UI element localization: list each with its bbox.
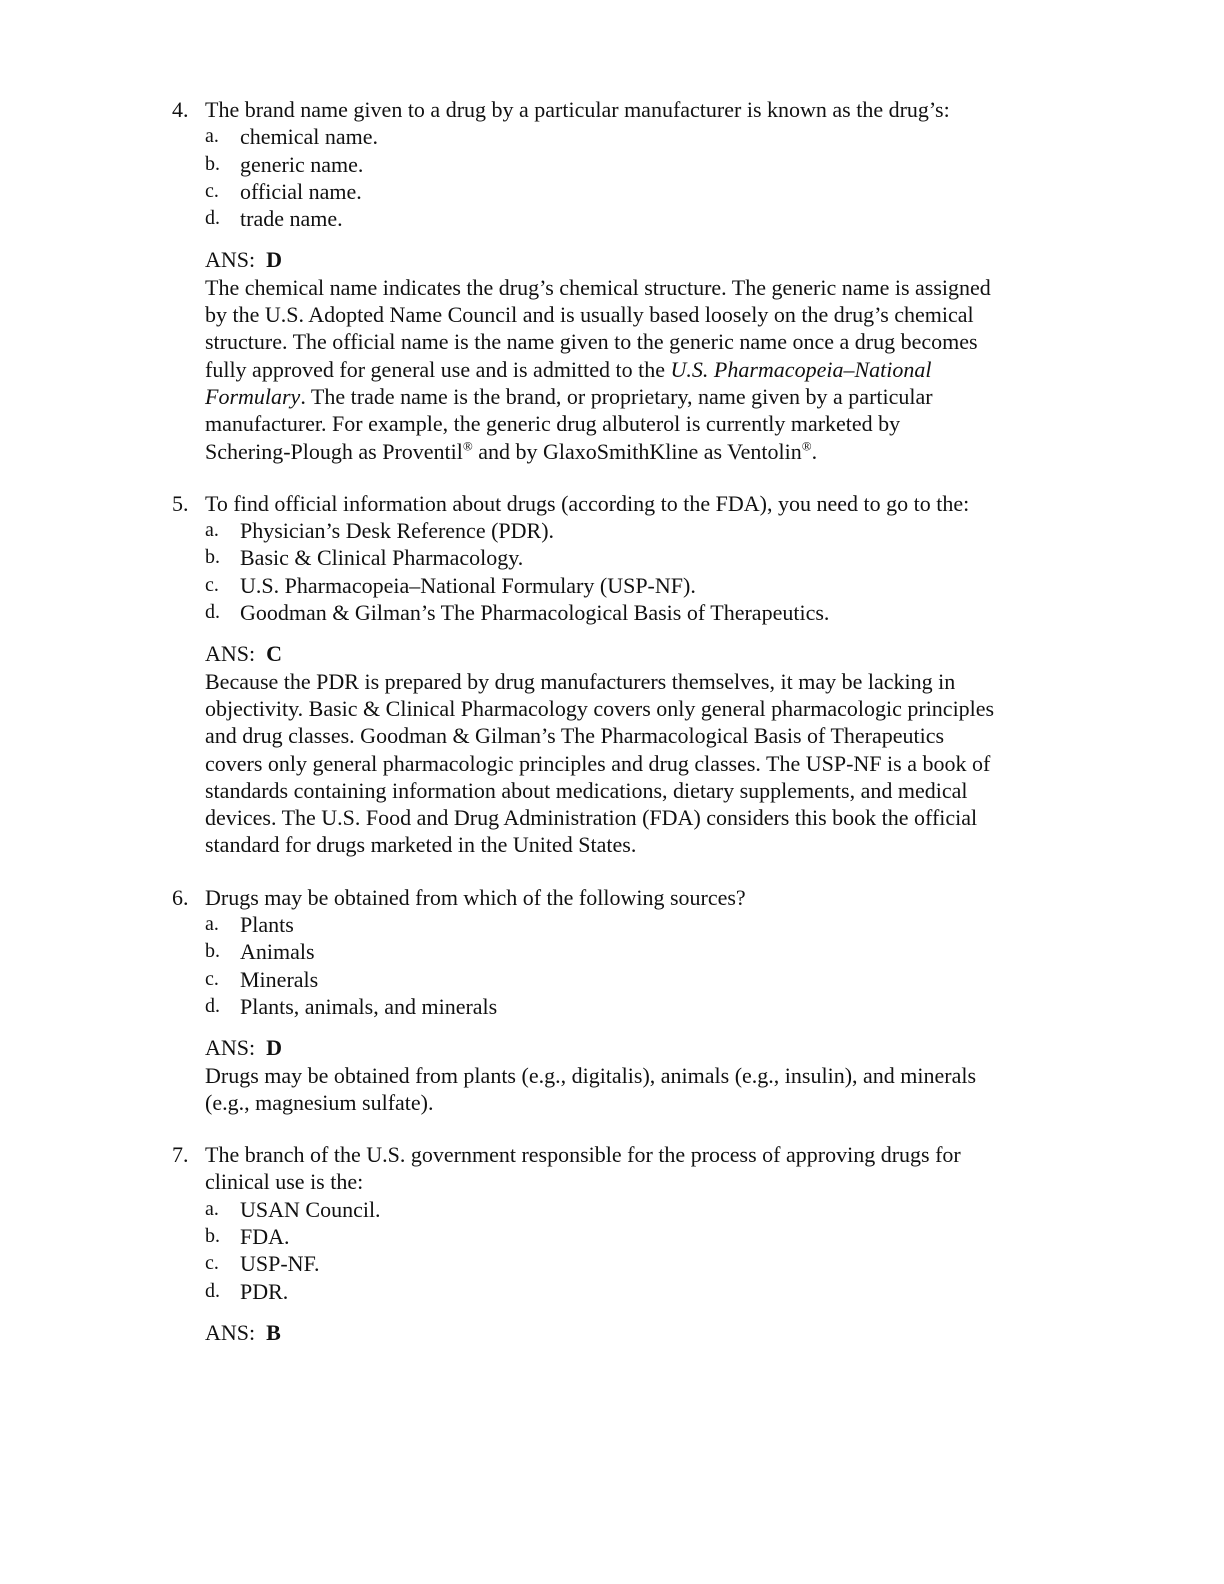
- explanation-text: by the U.S. Adopted Name Council and is usually based loosely on the drug’s chemical: [205, 302, 974, 328]
- option-letter: a.: [205, 913, 219, 936]
- option-d: [205, 1278, 1072, 1305]
- option-a: [205, 1196, 1072, 1223]
- answer-line: [205, 1034, 1072, 1061]
- answer-label: ANS:: [205, 247, 256, 273]
- option-letter: c.: [205, 967, 219, 990]
- answer-label: ANS:: [205, 641, 256, 667]
- option-text: generic name.: [240, 151, 364, 177]
- option-c: [205, 1250, 1072, 1277]
- question-stem: [172, 884, 1072, 911]
- option-text: Physician’s Desk Reference (PDR).: [240, 518, 555, 544]
- option-text: chemical name.: [240, 124, 379, 150]
- question-stem: [172, 96, 1072, 123]
- question-number: 5.: [172, 490, 189, 516]
- question-text: [205, 490, 1072, 517]
- option-text: FDA.: [240, 1223, 290, 1249]
- options-list: [205, 517, 1072, 626]
- answer-label: ANS:: [205, 1319, 256, 1345]
- explanation-line: [205, 695, 1072, 722]
- option-text: Minerals: [240, 966, 319, 992]
- answer-explanation: [205, 1062, 1072, 1117]
- option-letter: a.: [205, 1197, 219, 1220]
- option-text: Plants, animals, and minerals: [240, 993, 498, 1019]
- explanation-line: [205, 777, 1072, 804]
- explanation-text: .: [811, 438, 818, 464]
- explanation-text: objectivity. Basic & Clinical Pharmacology covers only general pharmacologic principles: [205, 695, 995, 721]
- option-b: [205, 938, 1072, 965]
- question-number: 7.: [172, 1142, 189, 1168]
- question-text-line: clinical use is the:: [205, 1169, 364, 1195]
- option-text: official name.: [240, 178, 362, 204]
- explanation-line: [205, 722, 1072, 749]
- explanation-text: devices. The U.S. Food and Drug Administration (FDA) considers this book the official: [205, 805, 978, 831]
- answer-line: [205, 1319, 1072, 1346]
- option-a: [205, 517, 1072, 544]
- option-d: [205, 205, 1072, 232]
- option-letter: c.: [205, 179, 219, 202]
- explanation-line: [205, 274, 1072, 301]
- option-text: trade name.: [240, 206, 343, 232]
- explanation-text: U.S. Pharmacopeia–National: [670, 356, 932, 382]
- answer-value: C: [266, 641, 283, 667]
- option-text: USP-NF.: [240, 1251, 320, 1277]
- explanation-text: Schering-Plough as Proventil: [205, 438, 463, 464]
- question-number: 4.: [172, 97, 189, 122]
- option-letter: c.: [205, 573, 219, 596]
- explanation-line: [205, 668, 1072, 695]
- question-stem: [172, 1141, 1072, 1196]
- answer-value: D: [266, 1035, 283, 1061]
- option-text: Plants: [240, 912, 294, 938]
- answer-value: D: [266, 247, 283, 273]
- option-text: Animals: [240, 939, 315, 965]
- explanation-text: . The trade name is the brand, or proprietary, name given by a particular: [300, 383, 933, 409]
- option-letter: a.: [205, 519, 219, 542]
- question-6: [172, 884, 1072, 1116]
- option-letter: b.: [205, 152, 220, 175]
- question-7: [172, 1141, 1072, 1346]
- option-b: [205, 1223, 1072, 1250]
- option-c: [205, 572, 1072, 599]
- option-letter: b.: [205, 940, 220, 963]
- option-c: [205, 966, 1072, 993]
- explanation-text: fully approved for general use and is admitted to the: [205, 356, 671, 382]
- option-b: [205, 151, 1072, 178]
- explanation-text: and drug classes. Goodman & Gilman’s The Pharmacological Basis of Therapeutics: [205, 723, 945, 749]
- explanation-line: [205, 1062, 1072, 1089]
- answer-line: [205, 246, 1072, 273]
- question-text-line: The brand name given to a drug by a particular manufacturer is known as the drug’s:: [205, 97, 950, 122]
- explanation-text: (e.g., magnesium sulfate).: [205, 1089, 434, 1115]
- question-4: [172, 96, 1072, 465]
- question-text-line: To find official information about drugs (according to the FDA), you need to go to the:: [205, 490, 970, 516]
- question-text: [205, 1141, 1072, 1196]
- registered-mark: ®: [801, 438, 812, 454]
- question-number: 6.: [172, 884, 189, 910]
- option-text: PDR.: [240, 1278, 289, 1304]
- answer-line: [205, 640, 1072, 667]
- explanation-line: [205, 804, 1072, 831]
- option-b: [205, 544, 1072, 571]
- question-text: [205, 96, 1072, 123]
- explanation-line: [205, 410, 1072, 437]
- option-a: [205, 123, 1072, 150]
- explanation-line: [205, 831, 1072, 858]
- option-letter: d.: [205, 1279, 220, 1302]
- answer-explanation: [205, 274, 1072, 465]
- option-letter: c.: [205, 1252, 219, 1275]
- explanation-text: covers only general pharmacologic principles and drug classes. The USP-NF is a book of: [205, 750, 991, 776]
- explanation-text: Drugs may be obtained from plants (e.g., digitalis), animals (e.g., insulin), and minerals: [205, 1062, 977, 1088]
- explanation-line: [205, 750, 1072, 777]
- explanation-text: standard for drugs marketed in the United States.: [205, 832, 637, 858]
- options-list: [205, 123, 1072, 232]
- explanation-line: [205, 438, 1072, 465]
- option-letter: b.: [205, 1224, 220, 1247]
- option-letter: d.: [205, 994, 220, 1017]
- option-text: Goodman & Gilman’s The Pharmacological Basis of Therapeutics.: [240, 600, 830, 626]
- explanation-line: [205, 1089, 1072, 1116]
- answer-label: ANS:: [205, 1035, 256, 1061]
- question-text-line: Drugs may be obtained from which of the following sources?: [205, 884, 746, 910]
- option-letter: d.: [205, 207, 220, 230]
- option-letter: b.: [205, 546, 220, 569]
- option-text: USAN Council.: [240, 1196, 381, 1222]
- explanation-line: [205, 301, 1072, 328]
- option-a: [205, 911, 1072, 938]
- option-letter: d.: [205, 601, 220, 624]
- question-5: [172, 490, 1072, 859]
- explanation-text: Formulary: [205, 383, 301, 409]
- document-page: [172, 96, 1072, 1371]
- explanation-line: [205, 356, 1072, 383]
- option-text: U.S. Pharmacopeia–National Formulary (USP-NF).: [240, 572, 696, 598]
- options-list: [205, 911, 1072, 1020]
- question-text: [205, 884, 1072, 911]
- question-text-line: The branch of the U.S. government responsible for the process of approving drugs for: [205, 1142, 961, 1168]
- question-stem: [172, 490, 1072, 517]
- option-d: [205, 993, 1072, 1020]
- answer-explanation: [205, 668, 1072, 859]
- option-d: [205, 599, 1072, 626]
- registered-mark: ®: [462, 438, 473, 454]
- options-list: [205, 1196, 1072, 1305]
- option-letter: a.: [205, 125, 219, 148]
- option-text: Basic & Clinical Pharmacology.: [240, 545, 524, 571]
- explanation-line: [205, 328, 1072, 355]
- explanation-line: [205, 383, 1072, 410]
- explanation-text: standards containing information about medications, dietary supplements, and medical: [205, 777, 968, 803]
- option-c: [205, 178, 1072, 205]
- answer-value: B: [266, 1319, 281, 1345]
- explanation-text: structure. The official name is the name given to the generic name once a drug becomes: [205, 329, 978, 355]
- explanation-text: The chemical name indicates the drug’s chemical structure. The generic name is assigned: [205, 274, 991, 300]
- explanation-text: manufacturer. For example, the generic drug albuterol is currently marketed by: [205, 411, 901, 437]
- explanation-text: and by GlaxoSmithKline as Ventolin: [472, 438, 802, 464]
- explanation-text: Because the PDR is prepared by drug manufacturers themselves, it may be lacking in: [205, 668, 956, 694]
